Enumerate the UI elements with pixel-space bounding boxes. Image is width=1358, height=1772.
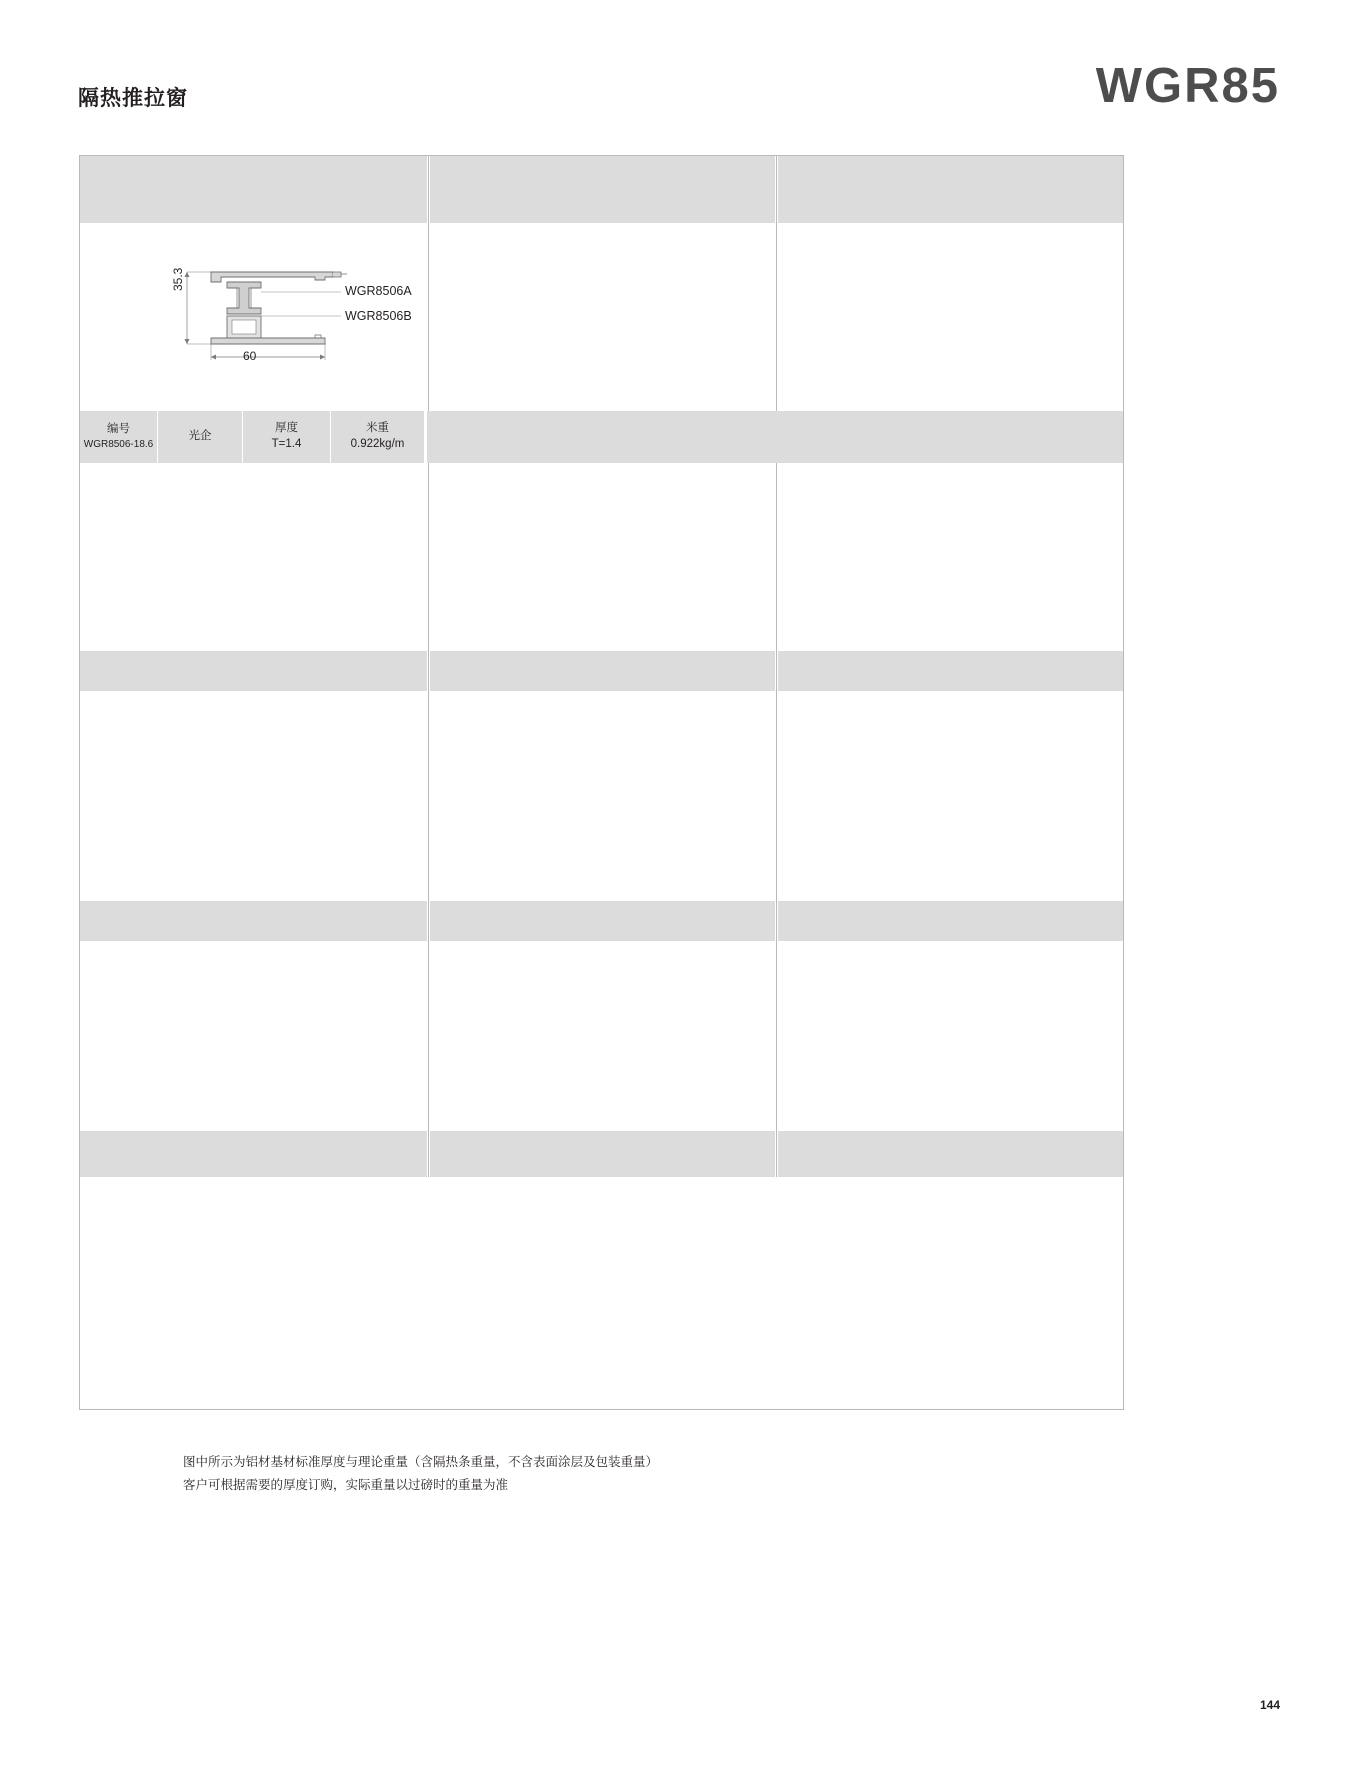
spec-cell-code-value: WGR8506-18.6 — [83, 439, 154, 450]
table-band-row-4 — [80, 1131, 1123, 1177]
page-number: 144 — [1259, 1698, 1280, 1712]
page-header — [0, 0, 1358, 150]
page-title: 隔热推拉窗 — [78, 87, 188, 110]
profile-table — [79, 155, 1124, 1493]
column-divider-1 — [428, 156, 429, 1177]
profile-drawing — [165, 256, 415, 386]
spec-cell-weight-label: 米重 — [366, 422, 389, 435]
spec-cell-code — [80, 411, 158, 463]
series-code: WGR85 — [1095, 59, 1280, 113]
spec-cell-code-label: 编号 — [107, 423, 130, 436]
spec-cell-type-label: 光企 — [188, 430, 212, 443]
spec-cell-weight-value: 0.922kg/m — [350, 438, 405, 450]
spec-cell-thickness-label: 厚度 — [275, 422, 298, 435]
footnote-line-1: 图中所示为铝材基材标准厚度与理论重量（含隔热条重量，不含表面涂层及包装重量） — [183, 1455, 659, 1469]
column-divider-2 — [776, 156, 777, 1177]
part-label-a: WGR8506A — [345, 284, 412, 298]
spec-cell-type — [158, 411, 243, 463]
spec-cell-thickness-value: T=1.4 — [271, 438, 302, 450]
spec-cell-thickness — [243, 411, 331, 463]
table-band-row-1 — [80, 156, 1123, 223]
spec-cell-group — [80, 411, 428, 463]
table-band-row-2 — [80, 651, 1123, 691]
dimension-width-label: 60 — [243, 349, 257, 363]
spec-cell-weight — [331, 411, 427, 463]
spec-strip — [80, 411, 1123, 463]
footnote-line-2: 客户可根据需要的厚度订购，实际重量以过磅时的重量为准 — [183, 1478, 509, 1493]
dimension-height-label: 35.3 — [171, 267, 185, 291]
table-band-row-3 — [80, 901, 1123, 941]
footnote — [183, 1451, 658, 1497]
part-label-b: WGR8506B — [345, 309, 412, 323]
